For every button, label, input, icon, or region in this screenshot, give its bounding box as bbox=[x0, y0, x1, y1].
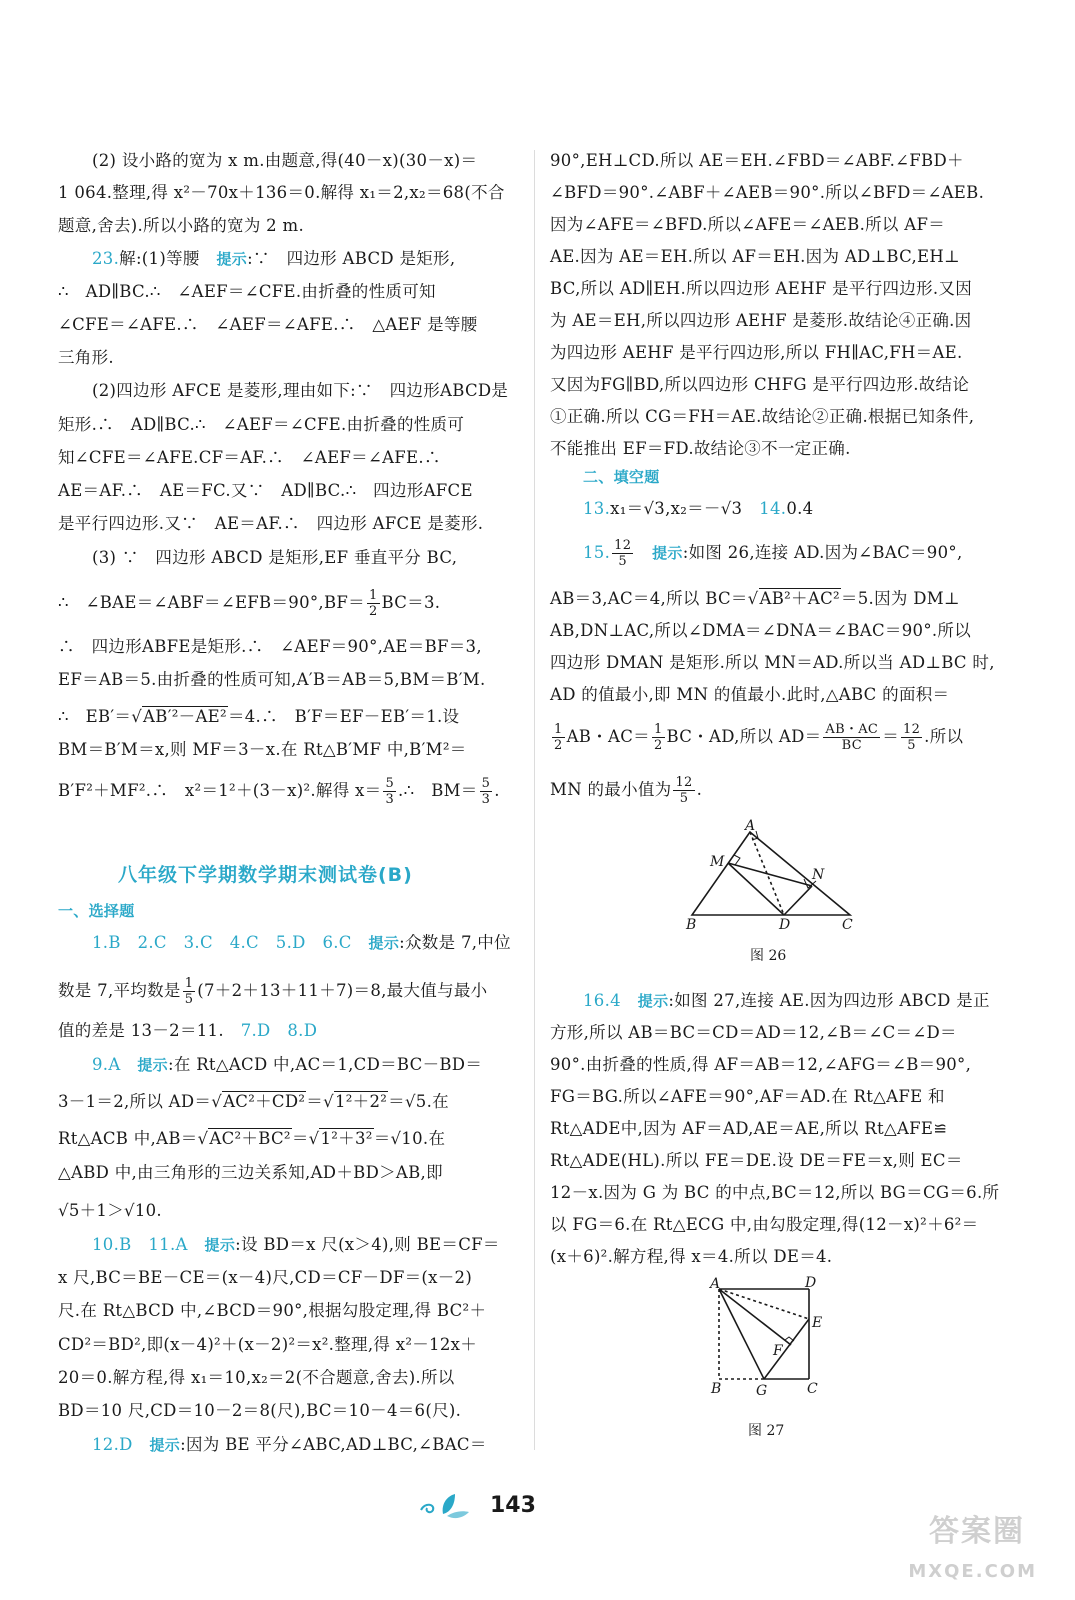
text-line: 1 064.整理,得 x²－70x＋136＝0.解得 x₁＝2,x₂＝68(不合 bbox=[58, 183, 505, 202]
text-line: 90°,EH⊥CD.所以 AE＝EH.∠FBD＝∠ABF.∠FBD＋ bbox=[550, 151, 964, 170]
right-angle-m bbox=[734, 855, 740, 865]
text-line: 值的差是 13－2＝11. 7.D 8.D bbox=[58, 1021, 318, 1040]
text-line: (2) 设小路的宽为 x m.由题意,得(40－x)(30－x)＝ bbox=[92, 151, 478, 170]
hint-label: 提示 bbox=[216, 250, 248, 268]
text-line: BM＝B′M＝x,则 MF＝3－x.在 Rt△B′MF 中,B′M²＝ bbox=[58, 740, 467, 759]
question-16: 16.4 提示:如图 27,连接 AE.因为四边形 ABCD 是正 bbox=[583, 991, 990, 1010]
text-line: 矩形.∴ AD∥BC.∴ ∠AEF＝∠CFE.由折叠的性质可 bbox=[58, 415, 465, 434]
text-line: 方形,所以 AB＝BC＝CD＝AD＝12,∠B＝∠C＝∠D＝ bbox=[550, 1023, 957, 1042]
fraction: $\frac{1}{5}$ bbox=[184, 976, 194, 1007]
text-line: AE.因为 AE＝EH.所以 AF＝EH.因为 AD⊥BC,EH⊥ bbox=[550, 247, 960, 266]
text-line: 为 AE＝EH,所以四边形 AEHF 是菱形.故结论④正确.因 bbox=[550, 311, 972, 330]
segment-af bbox=[719, 1289, 791, 1345]
figure-26 bbox=[672, 818, 872, 933]
answers-1-6: 1.B 2.C 3.C 4.C 5.D 6.C 提示:众数是 7,中位 bbox=[92, 933, 511, 952]
column-divider bbox=[534, 150, 535, 1450]
fraction: $\frac{12}{5}$ bbox=[614, 538, 632, 569]
text-line: 因为∠AFE＝∠BFD.所以∠AFE＝∠AEB.所以 AF＝ bbox=[550, 215, 946, 234]
text-line: 题意,舍去).所以小路的宽为 2 m. bbox=[58, 216, 305, 235]
text-line: 三角形. bbox=[58, 348, 114, 367]
segment-ad bbox=[750, 832, 784, 915]
text-line: B′F²＋MF².∴ x²＝1²＋(3－x)².解得 x＝ $\frac{5}{3}$ .∴ BM＝ $\frac{5}{3}$ . bbox=[58, 776, 500, 807]
text-line: BC,所以 AD∥EH.所以四边形 AEHF 是平行四边形.又因 bbox=[550, 279, 973, 298]
label-n: N bbox=[812, 867, 825, 883]
fraction: $\frac{12}{5}$ bbox=[675, 775, 693, 806]
text-line: Rt△ADE(HL).所以 FE＝DE.设 DE＝FE＝x,则 EC＝ bbox=[550, 1151, 963, 1170]
text-line: 12－x.因为 G 为 BC 的中点,BC＝12,所以 BG＝CG＝6.所 bbox=[550, 1183, 1000, 1202]
text-line: ∠CFE＝∠AFE.∴ ∠AEF＝∠AFE.∴ △AEF 是等腰 bbox=[58, 315, 478, 334]
question-23: 23.解:(1)等腰 提示:∵ 四边形 ABCD 是矩形, bbox=[92, 249, 456, 268]
text-line: 尺.在 Rt△BCD 中,∠BCD＝90°,根据勾股定理,得 BC²＋ bbox=[58, 1301, 487, 1320]
segment-ag bbox=[719, 1289, 764, 1379]
watermark-logo: 答案圈 bbox=[929, 1514, 1025, 1549]
text-line: 数是 7,平均数是 $\frac{1}{5}$ (7＋2＋13＋11＋7)＝8,最大值与最小 bbox=[58, 976, 488, 1007]
leaf-ornament-icon bbox=[415, 1490, 475, 1520]
question-12: 12.D 提示:因为 BE 平分∠ABC,AD⊥BC,∠BAC＝ bbox=[92, 1435, 487, 1454]
text-line: AD 的值最小,即 MN 的值最小.此时,△ABC 的面积＝ bbox=[550, 685, 950, 704]
segment-dn bbox=[784, 886, 812, 915]
label-f: F bbox=[773, 1343, 783, 1359]
text-line: ∴ EB′＝√AB′²－AE²＝4.∴ B′F＝EF－EB′＝1.设 bbox=[58, 707, 460, 726]
text-line: AB＝3,AC＝4,所以 BC＝√AB²＋AC²＝5.因为 DM⊥ bbox=[550, 589, 960, 608]
section-heading: 二、填空题 bbox=[583, 468, 660, 486]
text-line: Rt△ADE中,因为 AF＝AD,AE＝AE,所以 Rt△AFE≌ bbox=[550, 1119, 948, 1138]
fraction: $\frac{1}{2}$ bbox=[368, 588, 378, 619]
text-line: AE＝AF.∴ AE＝FC.又∵ AD∥BC.∴ 四边形AFCE bbox=[58, 481, 473, 500]
text-line: △ABD 中,由三角形的三边关系知,AD＋BD＞AB,即 bbox=[58, 1163, 443, 1182]
label-d: D bbox=[779, 917, 791, 933]
label-c: C bbox=[842, 917, 853, 933]
label-m: M bbox=[710, 854, 725, 870]
question-15: 15. $\frac{12}{5}$ 提示:如图 26,连接 AD.因为∠BAC＝90°, bbox=[583, 538, 963, 569]
fraction: $\frac{1}{2}$ bbox=[653, 722, 663, 753]
fraction: $\frac{12}{5}$ bbox=[903, 722, 921, 753]
section-title: 八年级下学期数学期末测试卷(B) bbox=[118, 864, 413, 886]
text-line: ∴ AD∥BC.∴ ∠AEF＝∠CFE.由折叠的性质可知 bbox=[58, 282, 436, 301]
label-a: A bbox=[745, 818, 756, 834]
text-line: MN 的最小值为 $\frac{12}{5}$ . bbox=[550, 775, 703, 806]
watermark: MXQE.COM bbox=[908, 1561, 1037, 1582]
text-line: BD＝10 尺,CD＝10－2＝8(尺),BC＝10－4＝6(尺). bbox=[58, 1401, 462, 1420]
question-10-11: 10.B 11.A 提示:设 BD＝x 尺(x＞4),则 BE＝CF＝ bbox=[92, 1235, 500, 1254]
fraction: $\frac{5}{3}$ bbox=[481, 776, 491, 807]
label-d: D bbox=[805, 1275, 817, 1291]
text-line: AB,DN⊥AC,所以∠DMA＝∠DNA＝∠BAC＝90°.所以 bbox=[550, 621, 972, 640]
text-line: $\frac{1}{2}$ AB・AC＝ $\frac{1}{2}$ BC・AD,所以 AD＝ $\frac{AB・AC}{BC}$ ＝ $\frac{12}{5}$ .所以 bbox=[554, 722, 964, 753]
text-line: CD²＝BD²,即(x－4)²＋(x－2)²＝x².整理,得 x²－12x＋ bbox=[58, 1335, 478, 1354]
segment-ge bbox=[764, 1319, 809, 1379]
text-line: 3－1＝2,所以 AD＝√AC²＋CD²＝√1²＋2²＝√5.在 bbox=[58, 1092, 449, 1111]
label-b: B bbox=[686, 917, 697, 933]
text-line: 四边形 DMAN 是矩形.所以 MN＝AD.所以当 AD⊥BC 时, bbox=[550, 653, 995, 672]
text-line: 是平行四边形.又∵ AE＝AF.∴ 四边形 AFCE 是菱形. bbox=[58, 514, 484, 533]
fraction: $\frac{1}{2}$ bbox=[554, 722, 563, 753]
text-line: ∠BFD＝90°.∠ABF＋∠AEB＝90°.所以∠BFD＝∠AEB. bbox=[550, 183, 985, 202]
text-line: ∴ 四边形ABFE是矩形.∴ ∠AEF＝90°,AE＝BF＝3, bbox=[58, 637, 482, 656]
page-number: 143 bbox=[490, 1493, 536, 1518]
text-line: √5＋1＞√10. bbox=[58, 1201, 162, 1220]
text-line: (2)四边形 AFCE 是菱形,理由如下:∵ 四边形ABCD是 bbox=[92, 381, 509, 400]
text-line: Rt△ACB 中,AB＝√AC²＋BC²＝√1²＋3²＝√10.在 bbox=[58, 1129, 446, 1148]
text-line: 20＝0.解方程,得 x₁＝10,x₂＝2(不合题意,舍去).所以 bbox=[58, 1368, 455, 1387]
label-e: E bbox=[812, 1315, 823, 1331]
text-line: 知∠CFE＝∠AFE.CF＝AF.∴ ∠AEF＝∠AFE.∴ bbox=[58, 448, 441, 467]
fraction: $\frac{AB・AC}{BC}$ bbox=[825, 722, 879, 753]
text-line: EF＝AB＝5.由折叠的性质可知,A′B＝AB＝5,BM＝B′M. bbox=[58, 670, 486, 689]
text-line: ∴ ∠BAE＝∠ABF＝∠EFB＝90°,BF＝ $\frac{1}{2}$ BC＝3. bbox=[58, 588, 441, 619]
fraction: $\frac{5}{3}$ bbox=[385, 776, 395, 807]
section-heading: 一、选择题 bbox=[58, 902, 135, 920]
text-line: 90°.由折叠的性质,得 AF＝AB＝12,∠AFG＝∠B＝90°, bbox=[550, 1055, 972, 1074]
label-c: C bbox=[807, 1381, 818, 1397]
text-line: 为四边形 AEHF 是平行四边形,所以 FH∥AC,FH＝AE. bbox=[550, 343, 963, 362]
label-b: B bbox=[711, 1381, 722, 1397]
figure-27 bbox=[705, 1275, 835, 1405]
label-a: A bbox=[710, 1276, 721, 1292]
text-line: ①正确.所以 CG＝FH＝AE.故结论②正确.根据已知条件, bbox=[550, 407, 975, 426]
text-line: 以 FG＝6.在 Rt△ECG 中,由勾股定理,得(12－x)²＋6²＝ bbox=[550, 1215, 979, 1234]
text-line: 不能推出 EF＝FD.故结论③不一定正确. bbox=[550, 439, 851, 458]
label-g: G bbox=[756, 1383, 768, 1399]
question-13-14: 13.x₁＝√3,x₂＝－√3 14.0.4 bbox=[583, 499, 814, 518]
figure-27-caption: 图 27 bbox=[748, 1423, 785, 1439]
figure-26-caption: 图 26 bbox=[750, 948, 787, 964]
text-line: (3) ∵ 四边形 ABCD 是矩形,EF 垂直平分 BC, bbox=[92, 548, 458, 567]
text-line: FG＝BG.所以∠AFE＝90°,AF＝AD.在 Rt△AFE 和 bbox=[550, 1087, 945, 1106]
text-line: 又因为FG∥BD,所以四边形 CHFG 是平行四边形.故结论 bbox=[550, 375, 970, 394]
text-line: (x＋6)².解方程,得 x＝4.所以 DE＝4. bbox=[550, 1247, 833, 1266]
text-line: x 尺,BC＝BE－CE＝(x－4)尺,CD＝CF－DF＝(x－2) bbox=[58, 1268, 473, 1287]
question-9: 9.A 提示:在 Rt△ACD 中,AC＝1,CD＝BC－BD＝ bbox=[92, 1055, 483, 1074]
